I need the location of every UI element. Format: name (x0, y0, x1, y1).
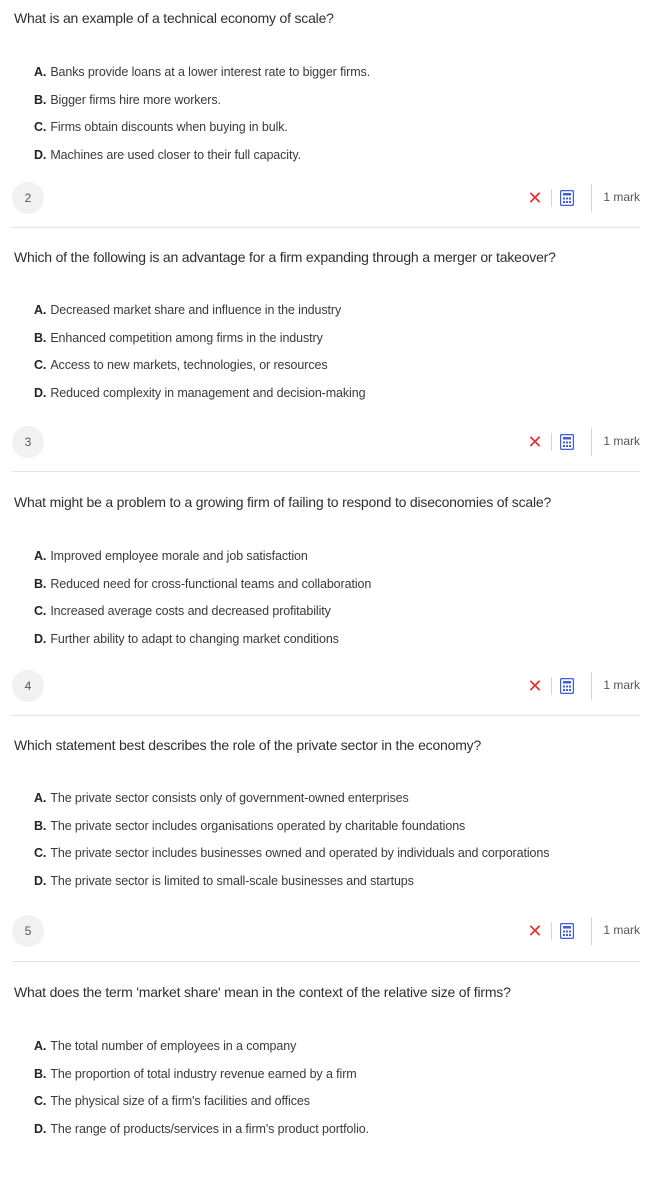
options-list (34, 1033, 369, 1143)
option-c[interactable]: C. Access to new markets, technologies, or resources (34, 358, 328, 372)
question-meta-row (12, 426, 640, 460)
calculator-icon[interactable] (560, 923, 574, 939)
option-d[interactable]: D. The private sector is limited to small-scale businesses and startups (34, 873, 414, 888)
option-a[interactable]: A. Banks provide loans at a lower interest rate to bigger firms. (34, 65, 371, 79)
option-b[interactable]: B. Enhanced competition among firms in the industry (34, 330, 323, 345)
option-a[interactable]: A. The private sector consists only of government-owned enterprises (34, 791, 409, 805)
calculator-icon[interactable] (560, 434, 574, 450)
options-list (34, 297, 365, 407)
option-b[interactable]: B. Bigger firms hire more workers. (34, 92, 221, 107)
option-a[interactable]: A. Decreased market share and influence in the industry (34, 303, 342, 317)
divider (551, 677, 552, 695)
option-a[interactable]: A. Improved employee morale and job satisfaction (34, 549, 308, 563)
option-d[interactable]: D. Reduced complexity in management and decision-making (34, 385, 366, 400)
divider (591, 672, 592, 700)
question-text: What is an example of a technical economy of scale? (14, 10, 334, 26)
divider (591, 184, 592, 212)
question-number: 4 (12, 670, 44, 702)
question-number: 2 (12, 182, 44, 214)
divider (591, 428, 592, 456)
option-d[interactable]: D. Further ability to adapt to changing market conditions (34, 631, 339, 646)
options-list (34, 785, 549, 895)
question-text: Which statement best describes the role of the private sector in the economy? (14, 737, 482, 753)
options-list (34, 543, 371, 653)
question-divider (12, 961, 640, 962)
question-number: 3 (12, 426, 44, 458)
option-b[interactable]: B. The private sector includes organisations operated by charitable foundations (34, 818, 466, 833)
option-b[interactable]: B. The proportion of total industry revenue earned by a firm (34, 1066, 357, 1081)
question-text: Which of the following is an advantage for a firm expanding through a merger or takeover? (14, 249, 556, 265)
question-number: 5 (12, 915, 44, 947)
question-divider (12, 715, 640, 716)
question-meta-row (12, 182, 640, 216)
option-b[interactable]: B. Reduced need for cross-functional teams and collaboration (34, 576, 372, 591)
option-d[interactable]: D. Machines are used closer to their full capacity. (34, 147, 301, 162)
marks-label: 1 mark (603, 678, 640, 692)
option-c[interactable]: C. Firms obtain discounts when buying in bulk. (34, 120, 288, 134)
divider (551, 433, 552, 451)
close-icon[interactable]: ✕ (527, 921, 543, 941)
question-meta-row (12, 915, 640, 949)
close-icon[interactable]: ✕ (527, 676, 543, 696)
question-text: What does the term 'market share' mean in the context of the relative size of firms? (14, 984, 511, 1000)
option-c[interactable]: C. The private sector includes businesses owned and operated by individuals and corporations (34, 846, 550, 860)
options-list (34, 59, 370, 169)
marks-label: 1 mark (603, 434, 640, 448)
question-text: What might be a problem to a growing firm of failing to respond to diseconomies of scale? (14, 494, 552, 510)
question-divider (12, 227, 640, 228)
divider (551, 189, 552, 207)
divider (591, 917, 592, 945)
marks-label: 1 mark (603, 190, 640, 204)
question-meta-row (12, 670, 640, 704)
option-a[interactable]: A. The total number of employees in a company (34, 1039, 297, 1053)
calculator-icon[interactable] (560, 678, 574, 694)
option-d[interactable]: D. The range of products/services in a firm's product portfolio. (34, 1121, 369, 1136)
calculator-icon[interactable] (560, 190, 574, 206)
question-divider (12, 471, 640, 472)
option-c[interactable]: C. The physical size of a firm's facilities and offices (34, 1094, 310, 1108)
close-icon[interactable]: ✕ (527, 188, 543, 208)
close-icon[interactable]: ✕ (527, 432, 543, 452)
marks-label: 1 mark (603, 923, 640, 937)
divider (551, 922, 552, 940)
option-c[interactable]: C. Increased average costs and decreased profitability (34, 604, 331, 618)
